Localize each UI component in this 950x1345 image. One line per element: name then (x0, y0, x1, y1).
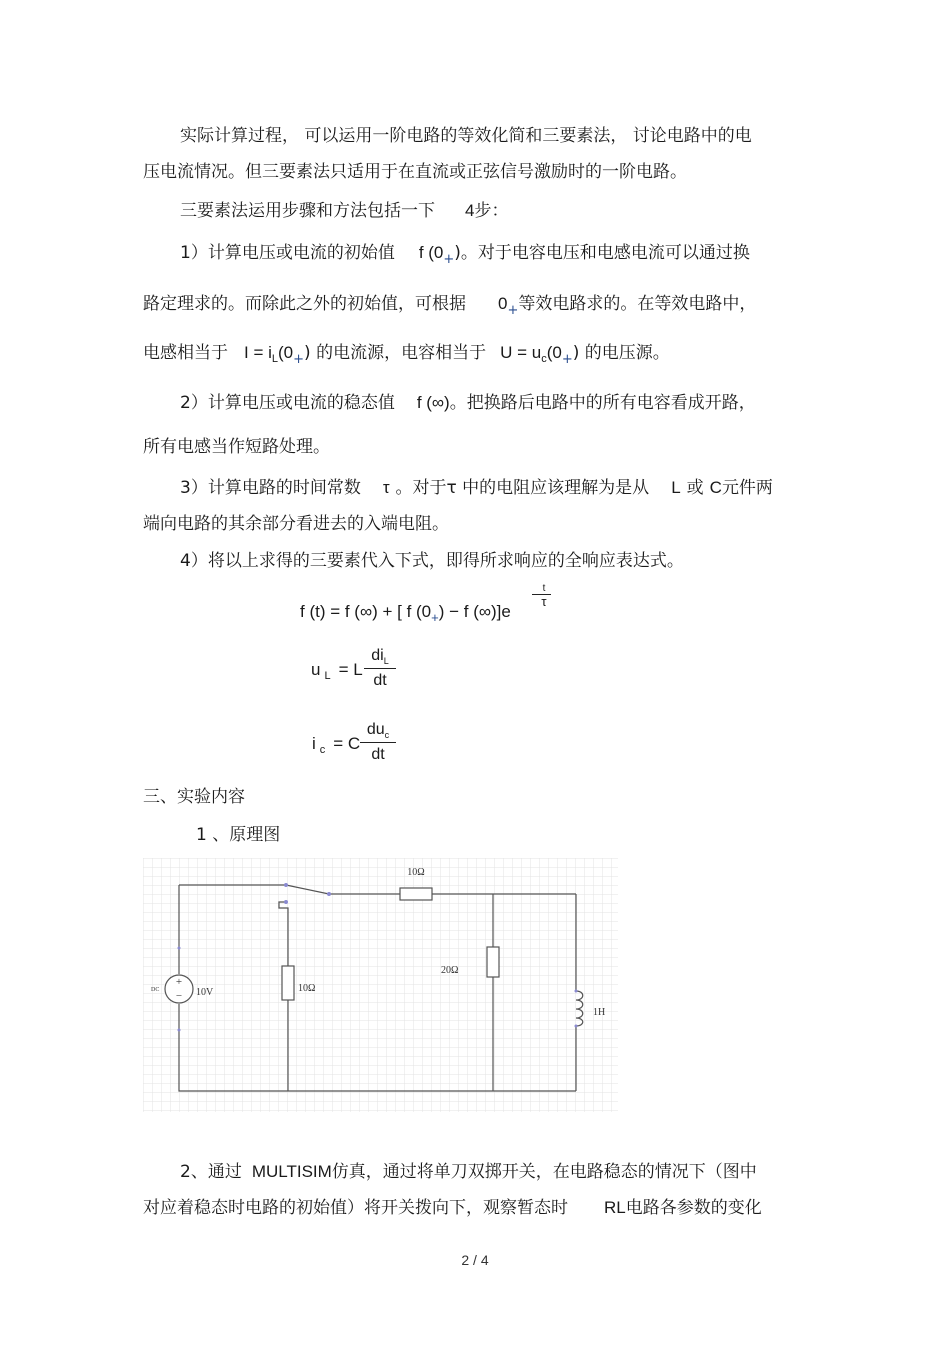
paragraph-line (180, 478, 773, 498)
math-text: = L (338, 660, 363, 679)
exponent-denominator: τ (537, 594, 551, 608)
paragraph-line: 端向电路的其余部分看进去的入端电阻。 (143, 514, 449, 534)
page-number: 2 / 4 (461, 1252, 489, 1268)
label-source: 10V (196, 987, 214, 998)
source-minus: − (175, 990, 183, 1002)
node-dot (575, 990, 578, 993)
node-dot (178, 1029, 181, 1032)
math-text: MULTISIM (251, 1162, 332, 1181)
circuit-schematic (143, 858, 618, 1112)
paragraph-line: 压电流情况。但三要素法只适用于在直流或正弦信号激励时的一阶电路。 (143, 162, 687, 182)
math-text: τ (382, 478, 390, 497)
paragraph-line (143, 294, 756, 316)
text: 步： (474, 201, 509, 221)
math-text: ) − f (∞)]e (438, 602, 511, 621)
subscript: L (383, 656, 389, 666)
switch-terminal (284, 883, 288, 887)
text: 路定理求的。而除此之外的初始值，可根据 (143, 294, 466, 314)
text: 仿真，通过将单刀双掷开关，在电路稳态的情况下（图中 (331, 1162, 757, 1182)
label-inductor: 1H (593, 1007, 606, 1018)
plus-subscript: + (507, 303, 519, 318)
paragraph-line: 实际计算过程， 可以运用一阶电路的等效化简和三要素法， 讨论电路中的电 (180, 126, 752, 146)
resistor-left (282, 966, 294, 1000)
math-text: I = i (244, 343, 272, 362)
switch-pivot (327, 892, 331, 896)
fraction-numerator (364, 645, 396, 668)
math-text: 0 (498, 294, 508, 313)
math-text: RL (604, 1198, 626, 1217)
plus-subscript: + (561, 352, 573, 367)
text: 3）计算电路的时间常数 (180, 478, 361, 498)
text: 2）计算电压或电流的稳态值 (180, 393, 395, 413)
paragraph-line (180, 1162, 757, 1182)
math-text: (0 (278, 343, 294, 362)
math-text: = C (333, 734, 361, 753)
exponent-fraction (537, 583, 551, 608)
fraction-du-dt (360, 719, 396, 767)
paragraph-line: 所有电感当作短路处理。 (143, 437, 330, 457)
label-source-tag: DC (151, 987, 160, 993)
plus-subscript: + (293, 352, 305, 367)
subscript: L (324, 670, 331, 682)
math-text: L (671, 478, 681, 497)
fraction-denominator: dt (360, 742, 396, 767)
text: 。把换路后电路中的所有电容看成开路， (449, 393, 756, 413)
label-r-top: 10Ω (407, 867, 425, 878)
text: 电路各参数的变化 (625, 1198, 762, 1218)
node-dot (178, 947, 181, 950)
subscript: c (319, 744, 326, 756)
paragraph-line: 4）将以上求得的三要素代入下式，即得所求响应的全响应表达式。 (180, 551, 684, 571)
math-text: C (709, 478, 722, 497)
paragraph-line (180, 201, 508, 221)
plus-subscript: + (431, 610, 439, 625)
subscript: L (271, 353, 278, 365)
paragraph-line (180, 243, 750, 265)
text: )。对于电容电压和电感电流可以通过换 (454, 243, 750, 263)
math-text: (0 (546, 343, 562, 362)
math-text: f (∞) (416, 393, 450, 412)
subscript: c (384, 730, 390, 740)
text: 2、通过 (180, 1162, 242, 1182)
exponent-numerator: t (542, 583, 546, 594)
resistor-top (400, 888, 432, 900)
paragraph-line (180, 393, 756, 413)
math-text: di (371, 647, 384, 664)
source-plus: + (175, 976, 183, 988)
math-text: du (366, 721, 385, 738)
paragraph-line (143, 343, 670, 365)
text: 4 (465, 201, 475, 220)
section-heading: 三、实验内容 (143, 787, 245, 807)
exponent-minus (532, 594, 538, 595)
formula-inductor-voltage (311, 660, 363, 682)
text: 电感相当于 (143, 343, 228, 363)
text: 或 (686, 478, 704, 498)
text: ) 的电流源，电容相当于 (304, 343, 487, 363)
label-r-mid: 20Ω (441, 965, 459, 976)
text: 1）计算电压或电流的初始值 (180, 243, 395, 263)
fraction-numerator (360, 719, 396, 742)
math-text: u (311, 660, 321, 679)
paragraph-line (143, 1198, 762, 1218)
formula-full-response (300, 602, 511, 623)
grid-background (143, 858, 618, 1112)
label-r-left: 10Ω (298, 983, 316, 994)
text: 等效电路求的。在等效电路中， (518, 294, 757, 314)
subscript: c (541, 353, 547, 365)
plus-subscript: + (443, 252, 455, 267)
resistor-mid (487, 947, 499, 977)
text: 三要素法运用步骤和方法包括一下 (180, 201, 435, 221)
math-text: U = u (500, 343, 542, 362)
text: ) 的电压源。 (572, 343, 670, 363)
math-text: i (312, 734, 316, 753)
node-dot (575, 1025, 578, 1028)
fraction-di-dt (364, 645, 396, 693)
formula-capacitor-current (312, 734, 360, 756)
math-text: f (t) = f (∞) + [ f (0 (300, 602, 432, 621)
switch-terminal (284, 900, 288, 904)
subsection-heading: 1 、原理图 (196, 825, 281, 845)
math-text: f (0 (418, 243, 444, 262)
text: 。对于τ 中的电阻应该理解为是从 (395, 478, 650, 498)
fraction-denominator: dt (364, 668, 396, 693)
text: 元件两 (721, 478, 773, 498)
text: 对应着稳态时电路的初始值）将开关拨向下，观察暂态时 (143, 1198, 568, 1218)
